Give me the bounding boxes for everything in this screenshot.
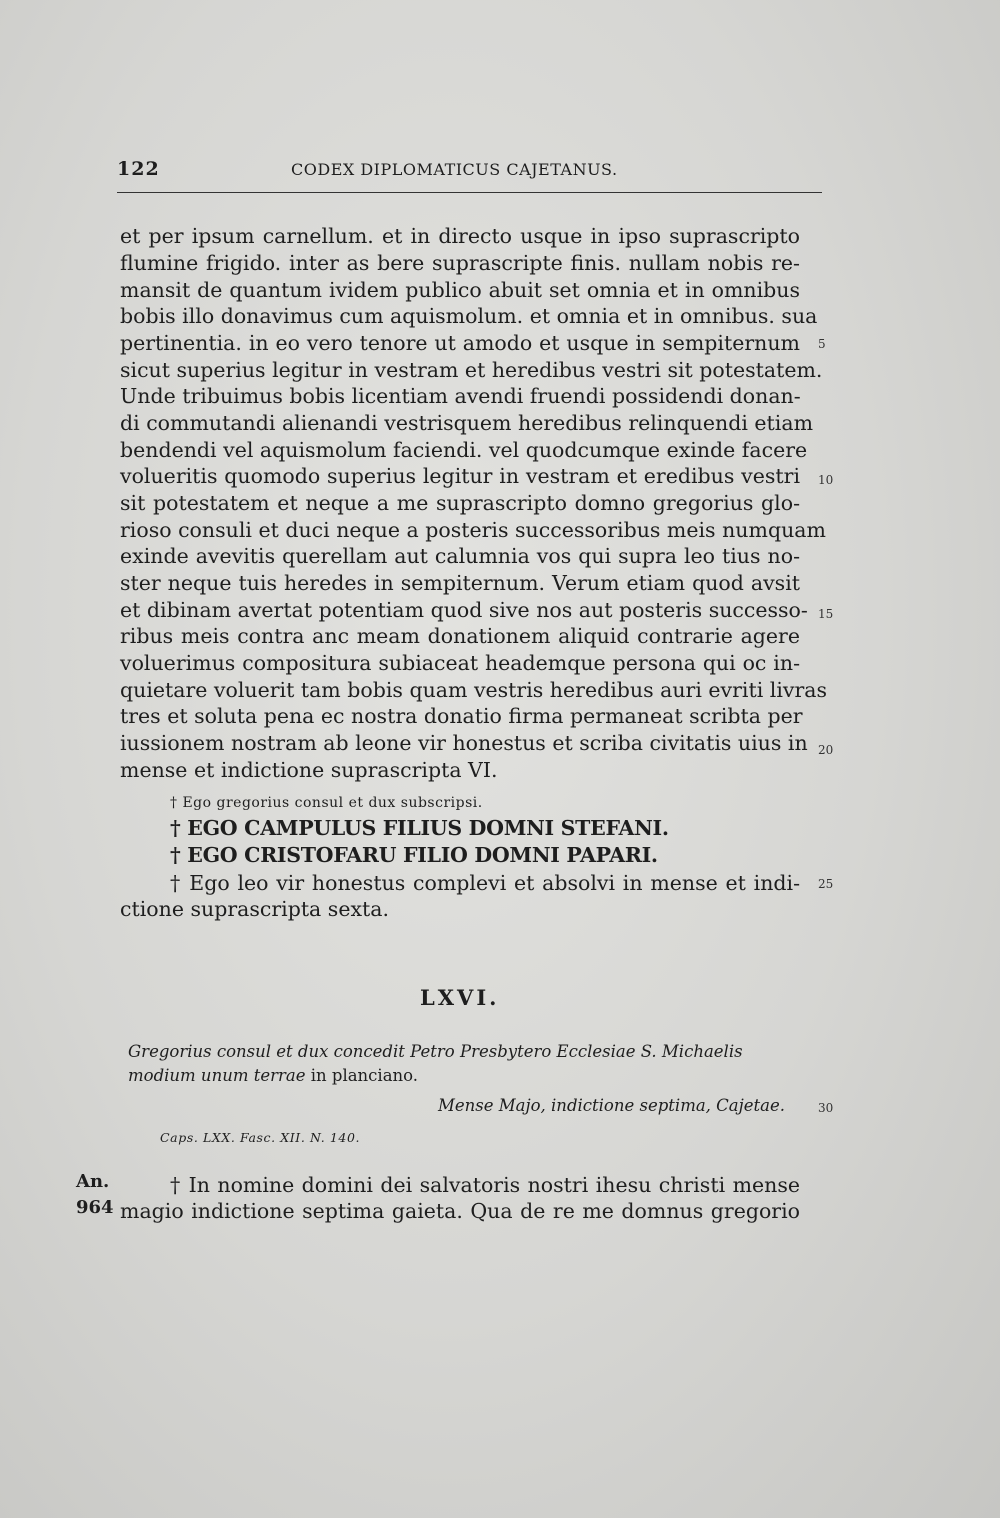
text-line: volueritis quomodo superius legitur in vestram et eredibus vestri — [120, 464, 800, 488]
page-header — [117, 158, 822, 188]
charter-opening-line: † In nomine domini dei salvatoris nostri ihesu christi mense — [170, 1173, 800, 1197]
document-summary-cont — [128, 1065, 813, 1087]
running-title: CODEX DIPLOMATICUS CAJETANUS. — [291, 160, 618, 179]
text-line: mense et indictione suprascripta VI. — [120, 758, 498, 782]
year-label: An. — [76, 1171, 110, 1192]
line-number: 25 — [818, 877, 834, 891]
summary-line-2: modium unum terrae — [128, 1066, 306, 1085]
document-dateline: Mense Majo, indictione septima, Cajetae. — [438, 1096, 785, 1115]
text-line: tres et soluta pena ec nostra donatio firma permaneat scribta per — [120, 704, 803, 728]
text-line: et per ipsum carnellum. et in directo usque in ipso suprascripto — [120, 224, 800, 248]
closing-line: ctione suprascripta sexta. — [120, 897, 389, 921]
text-line: sicut superius legitur in vestram et heredibus vestri sit potestatem. — [120, 358, 823, 382]
summary-line-2-place: in planciano. — [305, 1066, 419, 1085]
signature-campulus: † EGO CAMPULUS FILIUS DOMNI STEFANI. — [170, 816, 669, 840]
signature-gregorius: † Ego gregorius consul et dux subscripsi. — [170, 795, 483, 811]
line-number: 10 — [818, 473, 834, 487]
text-line: exinde avevitis querellam aut calumnia vos qui supra leo tius no- — [120, 544, 800, 568]
text-line: sit potestatem et neque a me suprascripto domno gregorius glo- — [120, 491, 800, 515]
page-number: 122 — [117, 158, 160, 180]
summary-line-1: Gregorius consul et dux concedit Petro Presbytero Ecclesiae S. Michaelis — [128, 1042, 743, 1061]
archive-reference: Caps. LXX. Fasc. XII. N. 140. — [160, 1130, 361, 1145]
line-number: 30 — [818, 1101, 834, 1115]
document-number: LXVI. — [420, 985, 500, 1010]
text-line: Unde tribuimus bobis licentiam avendi fruendi possidendi donan- — [120, 384, 801, 408]
text-line: mansit de quantum ividem publico abuit set omnia et in omnibus — [120, 278, 800, 302]
text-line: flumine frigido. inter as bere suprascripte finis. nullam nobis re- — [120, 251, 800, 275]
text-line: ster neque tuis heredes in sempiternum. Verum etiam quod avsit — [120, 571, 800, 595]
text-line: iussionem nostram ab leone vir honestus et scriba civitatis uius in — [120, 731, 808, 755]
document-summary — [128, 1041, 813, 1063]
text-line: bobis illo donavimus cum aquismolum. et omnia et in omnibus. sua — [120, 304, 818, 328]
text-line: et dibinam avertat potentiam quod sive nos aut posteris successo- — [120, 598, 808, 622]
signature-cristofaru: † EGO CRISTOFARU FILIO DOMNI PAPARI. — [170, 843, 658, 867]
text-line: voluerimus compositura subiaceat heademque persona qui oc in- — [120, 651, 800, 675]
line-number: 5 — [818, 337, 826, 351]
text-line: di commutandi alienandi vestrisquem heredibus relinquendi etiam — [120, 411, 814, 435]
text-line: rioso consuli et duci neque a posteris successoribus meis numquam — [120, 518, 826, 542]
year-value: 964 — [76, 1197, 114, 1218]
line-number: 20 — [818, 743, 834, 757]
header-rule — [117, 192, 822, 193]
text-line: ribus meis contra anc meam donationem aliquid contrarie agere — [120, 624, 800, 648]
text-line: quietare voluerit tam bobis quam vestris heredibus auri evriti livras — [120, 678, 828, 702]
text-line: pertinentia. in eo vero tenore ut amodo et usque in sempiternum — [120, 331, 800, 355]
charter-opening-line: magio indictione septima gaieta. Qua de re me domnus gregorio — [120, 1199, 800, 1223]
line-number: 15 — [818, 607, 834, 621]
text-line: bendendi vel aquismolum faciendi. vel quodcumque exinde facere — [120, 438, 808, 462]
signature-leo: † Ego leo vir honestus complevi et absolvi in mense et indi- — [170, 871, 800, 895]
